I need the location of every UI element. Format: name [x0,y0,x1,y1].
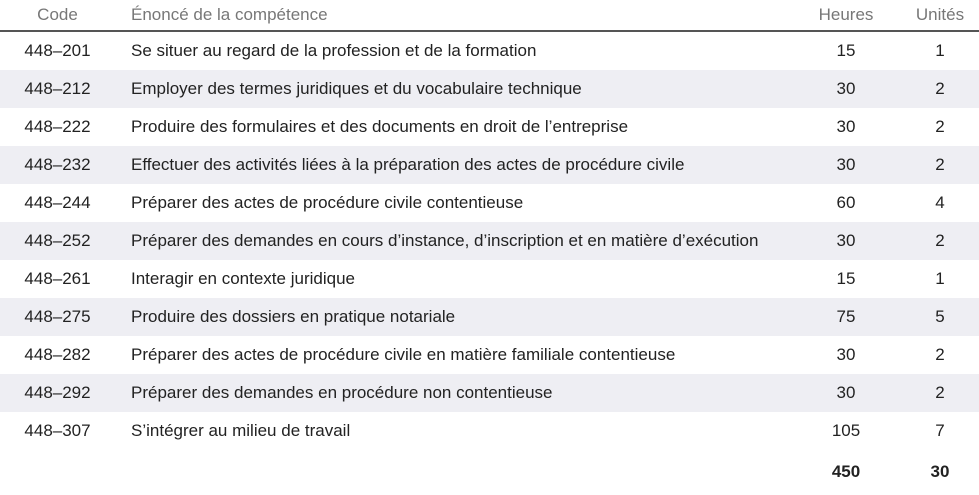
cell-hours: 30 [791,222,901,260]
header-code: Code [0,0,115,31]
cell-units: 2 [901,222,979,260]
table-row [0,222,979,260]
header-row [0,0,979,31]
cell-description: Préparer des demandes en procédure non contentieuse [115,374,791,412]
total-row [0,450,979,494]
cell-hours: 15 [836,41,856,60]
cell-hours: 75 [791,298,901,336]
total-units: 30 [901,450,979,494]
cell-description: Se situer au regard de la profession et de la formation [131,41,537,60]
table-row [0,260,979,298]
table-row [0,412,979,450]
table-row [0,374,979,412]
cell-code: 448–261 [24,269,91,288]
table-row [0,336,979,374]
cell-hours: 30 [791,146,901,184]
cell-description: Produire des dossiers en pratique notariale [115,298,791,336]
table-row [0,70,979,108]
cell-hours: 60 [836,193,856,212]
cell-hours: 105 [831,421,861,440]
cell-code: 448–212 [0,70,115,108]
cell-hours: 30 [836,117,856,136]
cell-description: Préparer des actes de procédure civile contentieuse [131,193,524,212]
cell-code: 448–275 [0,298,115,336]
cell-description: Employer des termes juridiques et du vocabulaire technique [115,70,791,108]
cell-code: 448–222 [24,117,91,136]
cell-description: Préparer des actes de procédure civile en matière familiale contentieuse [131,345,676,364]
table-row [0,184,979,222]
cell-code: 448–307 [24,421,91,440]
cell-units: 2 [935,117,945,136]
cell-code: 448–244 [24,193,91,212]
table-row [0,108,979,146]
cell-code: 448–201 [24,41,91,60]
total-hours: 450 [791,450,901,494]
table-row [0,31,979,70]
cell-code: 448–232 [0,146,115,184]
header-hours: Heures [791,0,901,31]
cell-units: 2 [935,345,945,364]
table-row [0,298,979,336]
cell-description: S’intégrer au milieu de travail [131,421,351,440]
cell-hours: 30 [791,70,901,108]
cell-units: 1 [935,269,945,288]
table-row [0,146,979,184]
cell-description: Interagir en contexte juridique [131,269,355,288]
header-units: Unités [901,0,979,31]
cell-units: 4 [935,193,945,212]
cell-units: 5 [901,298,979,336]
cell-description: Produire des formulaires et des documents en droit de l’entreprise [131,117,629,136]
cell-code: 448–292 [0,374,115,412]
cell-units: 2 [901,70,979,108]
total-empty [0,450,115,494]
cell-hours: 15 [836,269,856,288]
cell-hours: 30 [836,345,856,364]
cell-hours: 30 [791,374,901,412]
cell-units: 1 [935,41,945,60]
header-description: Énoncé de la compétence [115,0,791,31]
cell-description: Préparer des demandes en cours d’instance, d’inscription et en matière d’exécution [115,222,791,260]
cell-description: Effectuer des activités liées à la préparation des actes de procédure civile [115,146,791,184]
cell-code: 448–282 [24,345,91,364]
cell-units: 7 [935,421,945,440]
cell-units: 2 [901,146,979,184]
total-empty [115,450,791,494]
cell-units: 2 [901,374,979,412]
cell-code: 448–252 [0,222,115,260]
